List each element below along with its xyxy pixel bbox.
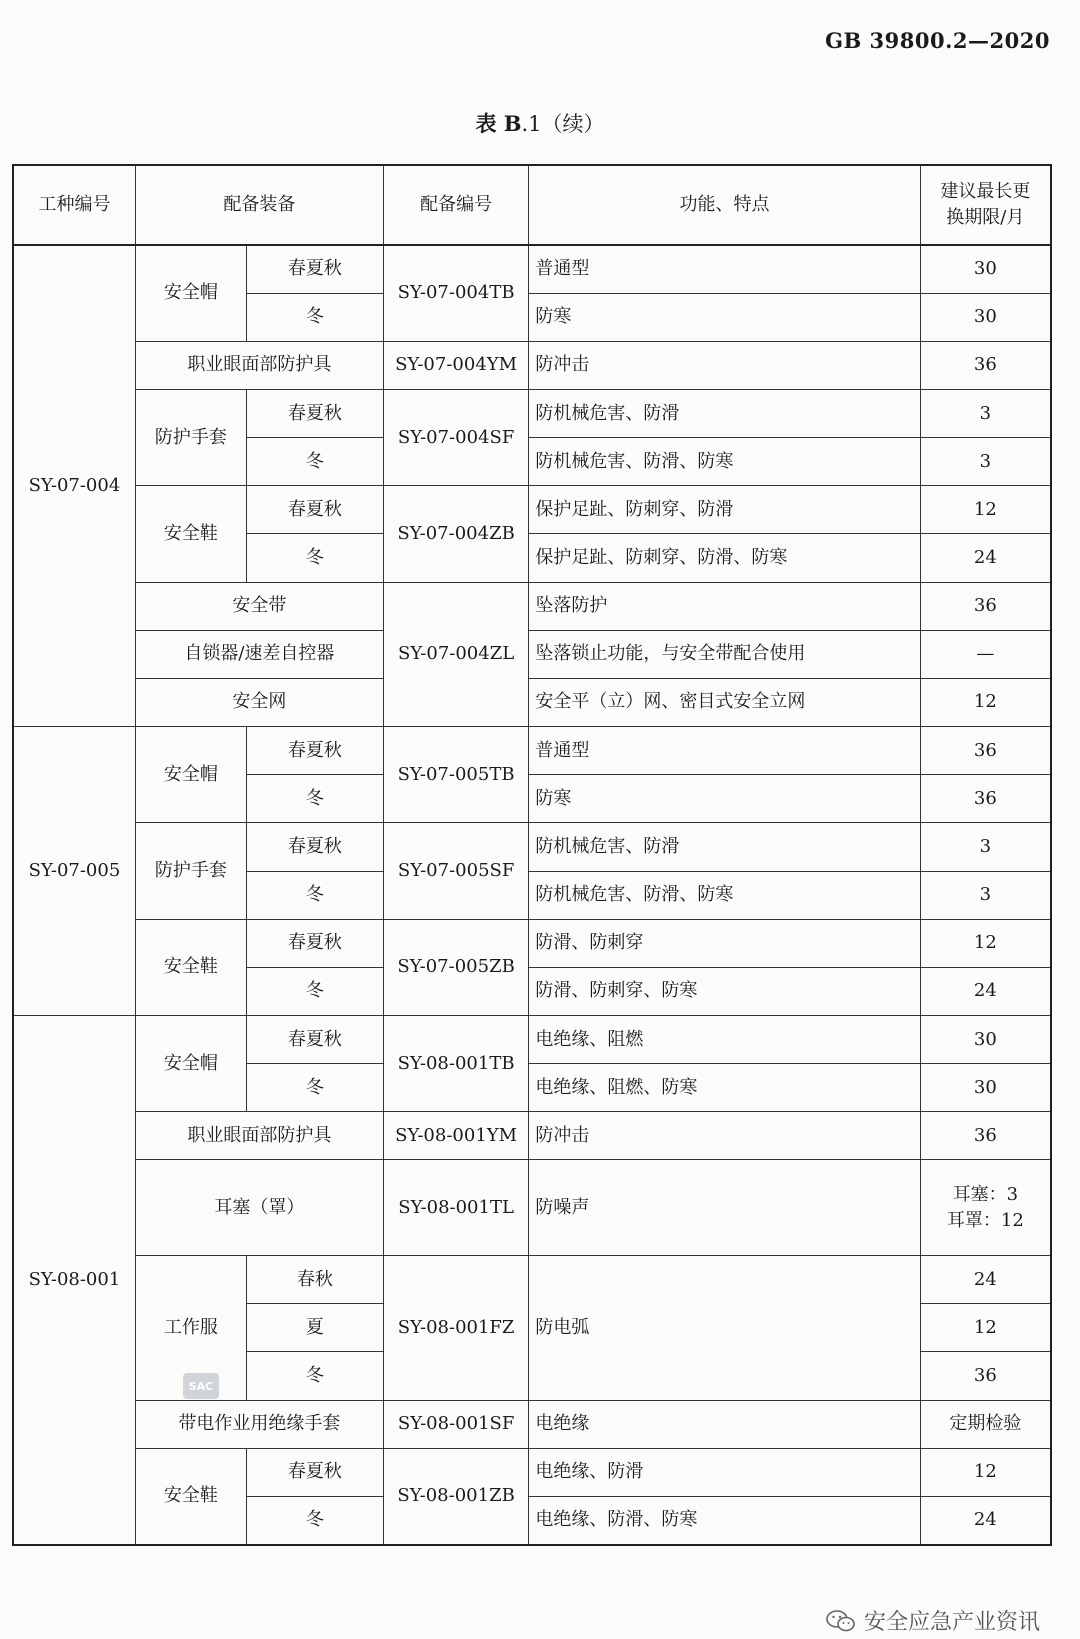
period-cell: 36 (920, 775, 1051, 823)
equipment-name-cell: 工作服 (135, 1256, 246, 1400)
job-code-cell: SY-07-004 (13, 245, 135, 727)
equip-code-cell: SY-07-005TB (383, 727, 528, 823)
period-cell: 3 (920, 871, 1051, 919)
period-cell: 12 (920, 678, 1051, 726)
period-cell: — (920, 630, 1051, 678)
feature-cell: 防机械危害、防滑 (529, 823, 920, 871)
table-row (13, 1256, 1051, 1304)
season-cell: 冬 (246, 775, 383, 823)
period-cell: 30 (920, 1064, 1051, 1112)
period-cell: 30 (920, 1016, 1051, 1064)
feature-cell: 防滑、防刺穿 (529, 919, 920, 967)
feature-cell: 电绝缘、阻燃 (529, 1016, 920, 1064)
period-cell: 12 (920, 919, 1051, 967)
table-row (13, 1448, 1051, 1496)
equip-code-cell: SY-07-004TB (383, 245, 528, 341)
equip-code-cell: SY-08-001SF (383, 1400, 528, 1448)
equipment-name-cell: 职业眼面部防护具 (135, 341, 383, 389)
season-cell: 春夏秋 (246, 823, 383, 871)
season-cell: 春夏秋 (246, 389, 383, 437)
period-cell (920, 1160, 1051, 1256)
equipment-name-cell: 安全帽 (135, 245, 246, 341)
season-cell: 春夏秋 (246, 1448, 383, 1496)
equipment-name-cell: 安全鞋 (135, 1448, 246, 1545)
season-cell: 春夏秋 (246, 486, 383, 534)
equipment-name-cell: 安全鞋 (135, 486, 246, 582)
table-row (13, 1160, 1051, 1256)
sac-logo (183, 1373, 219, 1399)
col-header-period-line2: 换期限/月 (946, 207, 1025, 228)
period-cell: 3 (920, 823, 1051, 871)
season-cell: 冬 (246, 967, 383, 1015)
season-cell: 春夏秋 (246, 1016, 383, 1064)
equipment-name-cell: 耳塞（罩） (135, 1160, 383, 1256)
col-header-job-code: 工种编号 (13, 165, 135, 245)
table-title-bold: 表 B (475, 111, 522, 136)
table-row (13, 919, 1051, 967)
feature-cell: 防滑、防刺穿、防寒 (529, 967, 920, 1015)
equip-code-cell: SY-07-004SF (383, 389, 528, 485)
table-header-row (13, 165, 1051, 245)
season-cell: 春秋 (246, 1256, 383, 1304)
equip-code-cell: SY-08-001ZB (383, 1448, 528, 1545)
col-header-period-line1: 建议最长更 (940, 180, 1031, 202)
wechat-icon (826, 1609, 856, 1633)
table-row (13, 727, 1051, 775)
sac-logo-text: SAC (188, 1379, 214, 1393)
table-row (13, 486, 1051, 534)
table-row (13, 389, 1051, 437)
feature-cell: 坠落锁止功能，与安全带配合使用 (529, 630, 920, 678)
season-cell: 冬 (246, 1496, 383, 1545)
table-body (13, 245, 1051, 1545)
period-cell: 30 (920, 245, 1051, 293)
equipment-name-cell: 安全鞋 (135, 919, 246, 1015)
table-row (13, 245, 1051, 293)
season-cell: 冬 (246, 438, 383, 486)
feature-cell: 防机械危害、防滑、防寒 (529, 871, 920, 919)
col-header-equip-code: 配备编号 (383, 165, 528, 245)
table-row (13, 823, 1051, 871)
col-header-equipment: 配备装备 (135, 165, 383, 245)
feature-cell: 安全平（立）网、密目式安全立网 (529, 678, 920, 726)
col-header-features: 功能、特点 (529, 165, 920, 245)
period-cell: 12 (920, 486, 1051, 534)
watermark-text: 安全应急产业资讯 (863, 1610, 1040, 1635)
feature-cell: 保护足趾、防刺穿、防滑 (529, 486, 920, 534)
period-cell: 定期检验 (920, 1400, 1051, 1448)
table-row (13, 582, 1051, 630)
equip-code-cell: SY-08-001TL (383, 1160, 528, 1256)
season-cell: 冬 (246, 534, 383, 582)
period-cell: 36 (920, 1112, 1051, 1160)
equipment-name-cell: 安全帽 (135, 1016, 246, 1112)
feature-cell: 普通型 (529, 727, 920, 775)
period-cell: 36 (920, 1352, 1051, 1400)
feature-cell: 电绝缘、防滑、防寒 (529, 1496, 920, 1545)
feature-cell: 电绝缘、防滑 (529, 1448, 920, 1496)
period-cell: 12 (920, 1448, 1051, 1496)
season-cell: 春夏秋 (246, 245, 383, 293)
feature-cell: 保护足趾、防刺穿、防滑、防寒 (529, 534, 920, 582)
period-cell: 12 (920, 1304, 1051, 1352)
period-cell: 3 (920, 389, 1051, 437)
equip-code-cell: SY-07-004ZL (383, 582, 528, 726)
feature-cell: 防冲击 (529, 1112, 920, 1160)
table-title-rest: .1（续） (521, 112, 605, 136)
period-cell: 24 (920, 534, 1051, 582)
table-row (13, 678, 1051, 726)
equipment-name-cell: 安全网 (135, 678, 383, 726)
equipment-name-cell: 自锁器/速差自控器 (135, 630, 383, 678)
period-line: 耳塞：3 (952, 1183, 1019, 1205)
equipment-table (12, 164, 1052, 1546)
feature-cell: 防机械危害、防滑、防寒 (529, 438, 920, 486)
feature-cell: 防机械危害、防滑 (529, 389, 920, 437)
job-code-cell: SY-07-005 (13, 727, 135, 1016)
period-line: 耳罩：12 (946, 1209, 1024, 1231)
season-cell: 冬 (246, 293, 383, 341)
feature-cell: 防电弧 (529, 1256, 920, 1400)
equipment-name-cell: 安全帽 (135, 727, 246, 823)
table-row (13, 630, 1051, 678)
period-cell: 30 (920, 293, 1051, 341)
feature-cell: 防冲击 (529, 341, 920, 389)
table-row (13, 1016, 1051, 1064)
standard-code: GB 39800.2—2020 (825, 28, 1050, 53)
season-cell: 冬 (246, 871, 383, 919)
equipment-name-cell: 防护手套 (135, 823, 246, 919)
equip-code-cell: SY-08-001FZ (383, 1256, 528, 1400)
equip-code-cell: SY-07-004ZB (383, 486, 528, 582)
equipment-name-cell: 职业眼面部防护具 (135, 1112, 383, 1160)
feature-cell: 电绝缘、阻燃、防寒 (529, 1064, 920, 1112)
feature-cell: 普通型 (529, 245, 920, 293)
season-cell: 春夏秋 (246, 727, 383, 775)
job-code-cell: SY-08-001 (13, 1016, 135, 1546)
feature-cell: 防寒 (529, 775, 920, 823)
equip-code-cell: SY-07-005SF (383, 823, 528, 919)
period-cell: 24 (920, 1256, 1051, 1304)
feature-cell: 防寒 (529, 293, 920, 341)
equipment-name-cell: 安全带 (135, 582, 383, 630)
equip-code-cell: SY-08-001TB (383, 1016, 528, 1112)
table-row (13, 1400, 1051, 1448)
season-cell: 夏 (246, 1304, 383, 1352)
season-cell: 冬 (246, 1352, 383, 1400)
equipment-name-cell: 带电作业用绝缘手套 (135, 1400, 383, 1448)
period-cell: 36 (920, 341, 1051, 389)
table-title (0, 108, 1080, 138)
season-cell: 冬 (246, 1064, 383, 1112)
feature-cell: 坠落防护 (529, 582, 920, 630)
equip-code-cell: SY-07-004YM (383, 341, 528, 389)
table-row (13, 341, 1051, 389)
equipment-name-cell: 防护手套 (135, 389, 246, 485)
feature-cell: 防噪声 (529, 1160, 920, 1256)
period-cell: 24 (920, 967, 1051, 1015)
equip-code-cell: SY-08-001YM (383, 1112, 528, 1160)
period-cell: 24 (920, 1496, 1051, 1545)
period-cell: 36 (920, 727, 1051, 775)
season-cell: 春夏秋 (246, 919, 383, 967)
feature-cell: 电绝缘 (529, 1400, 920, 1448)
equip-code-cell: SY-07-005ZB (383, 919, 528, 1015)
watermark (826, 1605, 1040, 1636)
period-cell: 3 (920, 438, 1051, 486)
col-header-period (920, 165, 1051, 245)
table-row (13, 1112, 1051, 1160)
period-cell: 36 (920, 582, 1051, 630)
